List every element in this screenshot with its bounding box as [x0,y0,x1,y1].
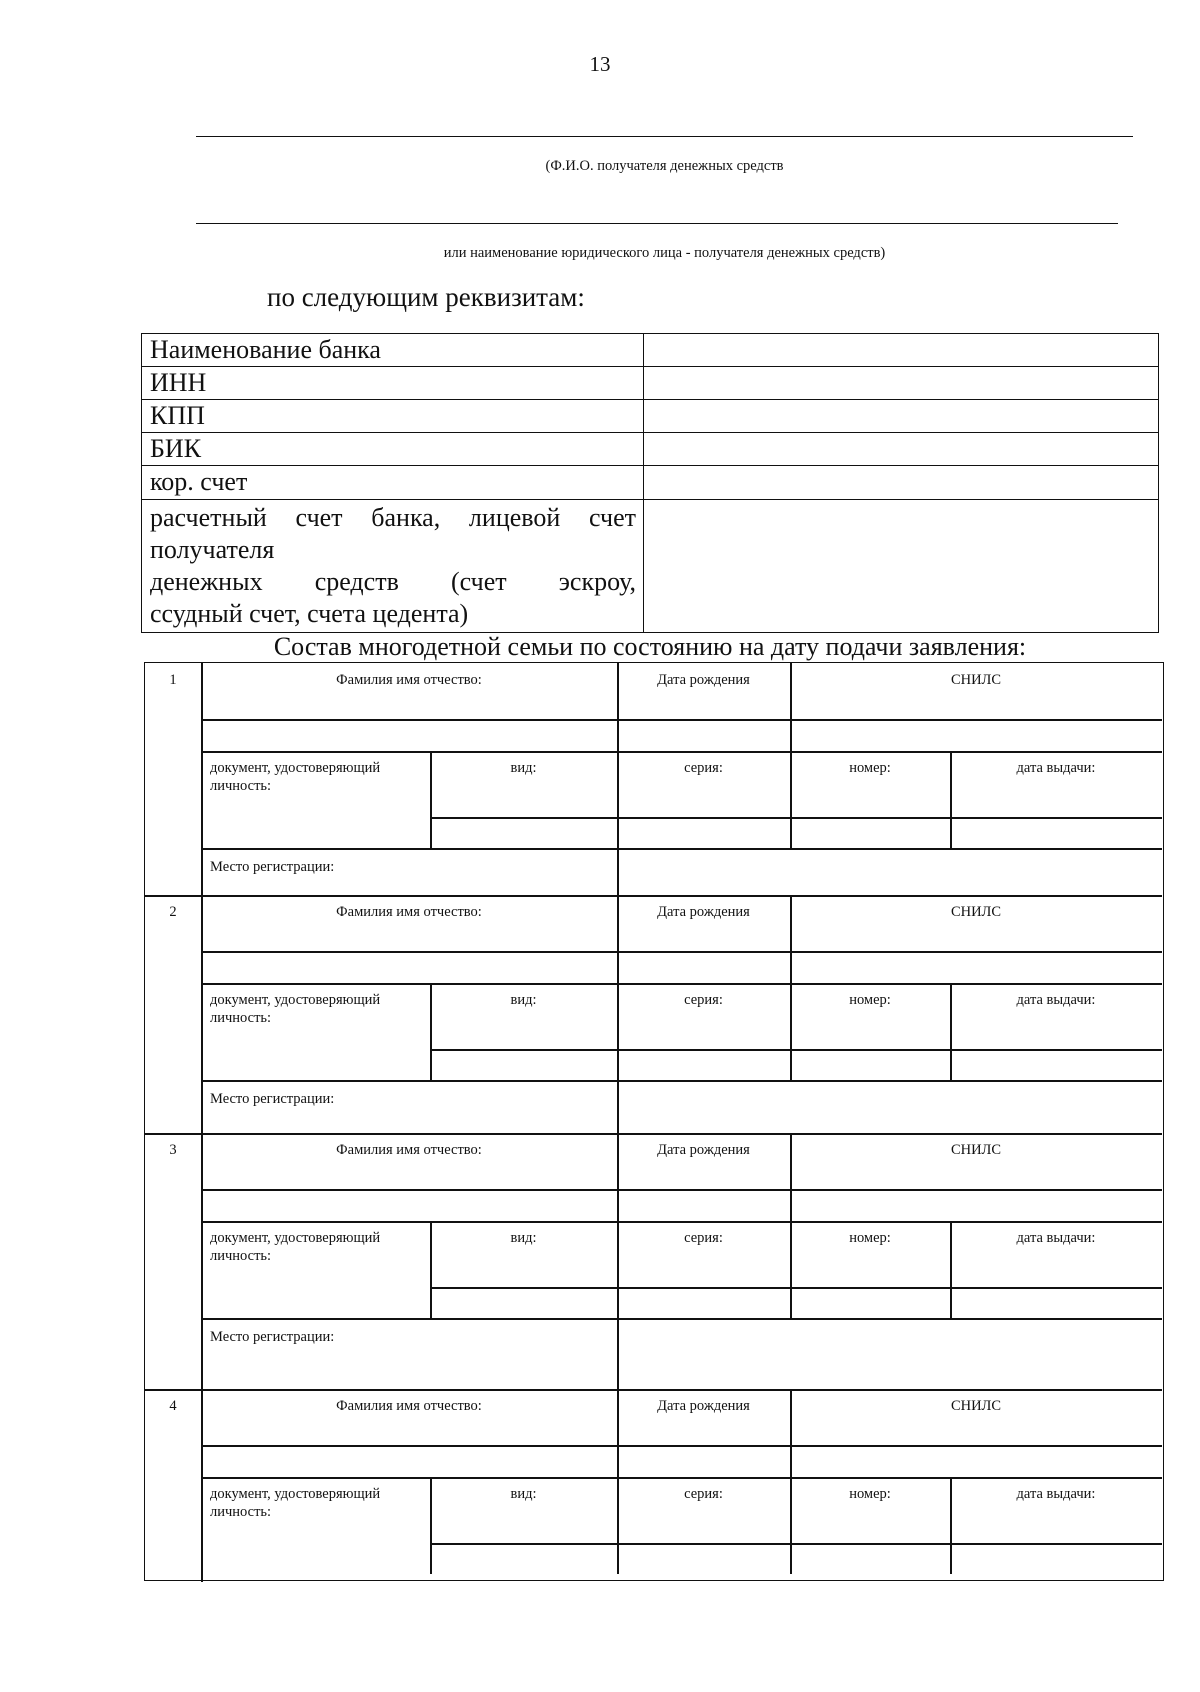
member-4-number-divider [201,1389,203,1582]
bank-name-label: Наименование банка [150,335,381,364]
member-3-number-label: номер: [849,1230,891,1246]
member-2-registration-label: Место регистрации: [210,1091,335,1107]
member-2-id-doc-label-1: документ, удостоверяющий [210,992,381,1008]
bank-row-corr-account [142,466,1158,500]
member-4-fio-label: Фамилия имя отчество: [336,1398,482,1414]
member-2-issue-date-label: дата выдачи: [1016,992,1096,1008]
member-2-fio-label: Фамилия имя отчество: [336,904,482,920]
member-2-separator [145,895,1162,897]
member-4-separator [145,1389,1162,1391]
member-3-values-line [201,1221,1162,1223]
member-4-birth-label: Дата рождения [657,1398,750,1414]
member-1-reg-line [201,848,1162,850]
member-4-id-doc-label-2: личность: [210,1504,272,1520]
member-2-snils-label: СНИЛС [950,904,1002,920]
member-4-doc-line [430,1543,1162,1545]
member-2-values-line [201,983,1162,985]
member-2-series-label: серия: [684,992,723,1008]
settlement-account-label-2: получателя [150,535,275,564]
member-2-header-line [201,951,1162,953]
bank-row-bik [142,433,1158,466]
member-1-series-label: серия: [684,760,723,776]
member-1-number-divider [201,663,203,895]
member-3-issue-date-label: дата выдачи: [1016,1230,1096,1246]
member-1-snils-label: СНИЛС [950,672,1002,688]
family-composition-title: Состав многодетной семьи по состоянию на дату подачи заявления: [273,632,1027,661]
member-1-issue-date-label: дата выдачи: [1016,760,1096,776]
member-1-values-line [201,751,1162,753]
recipient-caption-2: или наименование юридического лица - получателя денежных средств) [443,245,886,261]
member-1-birth-label: Дата рождения [657,672,750,688]
settlement-account-label-3: денежных средств (счет эскроу, [150,567,636,596]
family-composition-table [144,662,1164,1581]
member-1-col-reg-value [617,848,619,895]
member-3-id-doc-label-2: личность: [210,1248,272,1264]
member-4-number-label: номер: [849,1486,891,1502]
member-2-birth-label: Дата рождения [657,904,750,920]
member-3-registration-label: Место регистрации: [210,1329,335,1345]
member-4-header-line [201,1445,1162,1447]
member-3-snils-label: СНИЛС [950,1142,1002,1158]
member-3-number-divider [201,1133,203,1389]
member-2-id-doc-label-2: личность: [210,1010,272,1026]
member-1-fio-label: Фамилия имя отчество: [336,672,482,688]
requisites-heading: по следующим реквизитам: [267,282,585,312]
page-number: 13 [589,52,611,76]
member-1-header-line [201,719,1162,721]
member-2-number-divider [201,895,203,1133]
bank-row-settlement-account [142,500,1158,632]
member-3-col-reg-value [617,1318,619,1389]
member-4-number: 4 [169,1398,177,1414]
member-4-snils-label: СНИЛС [950,1398,1002,1414]
member-3-reg-line [201,1318,1162,1320]
member-1-number: 1 [169,672,177,688]
member-4-issue-date-label: дата выдачи: [1016,1486,1096,1502]
bank-requisites-table [141,333,1159,633]
member-3-doc-line [430,1287,1162,1289]
member-3-birth-label: Дата рождения [657,1142,750,1158]
member-3-series-label: серия: [684,1230,723,1246]
bank-row-kpp [142,400,1158,433]
recipient-caption-1: (Ф.И.О. получателя денежных средств [545,158,784,174]
member-1-type-label: вид: [510,760,537,776]
bik-label: БИК [150,434,202,463]
member-2-number: 2 [169,904,177,920]
member-3-header-line [201,1189,1162,1191]
member-3-id-doc-label-1: документ, удостоверяющий [210,1230,381,1246]
member-2-number-label: номер: [849,992,891,1008]
recipient-name-line [196,136,1133,137]
member-3-separator [145,1133,1162,1135]
member-1-id-doc-label-2: личность: [210,778,272,794]
member-3-number: 3 [169,1142,177,1158]
member-2-reg-line [201,1080,1162,1082]
member-2-doc-line [430,1049,1162,1051]
recipient-org-line [196,223,1118,224]
member-4-type-label: вид: [510,1486,537,1502]
bank-row-name [142,334,1158,367]
member-4-values-line [201,1477,1162,1479]
member-1-registration-label: Место регистрации: [210,859,335,875]
member-3-type-label: вид: [510,1230,537,1246]
corr-account-label: кор. счет [150,467,248,496]
member-2-type-label: вид: [510,992,537,1008]
kpp-label: КПП [150,401,205,430]
member-4-series-label: серия: [684,1486,723,1502]
member-2-col-reg-value [617,1080,619,1133]
settlement-account-label-4: ссудный счет, счета цедента) [150,599,469,628]
member-1-number-label: номер: [849,760,891,776]
bank-row-inn [142,367,1158,400]
inn-label: ИНН [150,368,207,397]
settlement-account-label-1: расчетный счет банка, лицевой счет [150,503,636,532]
member-3-fio-label: Фамилия имя отчество: [336,1142,482,1158]
member-1-doc-line [430,817,1162,819]
member-4-id-doc-label-1: документ, удостоверяющий [210,1486,381,1502]
member-1-id-doc-label-1: документ, удостоверяющий [210,760,381,776]
